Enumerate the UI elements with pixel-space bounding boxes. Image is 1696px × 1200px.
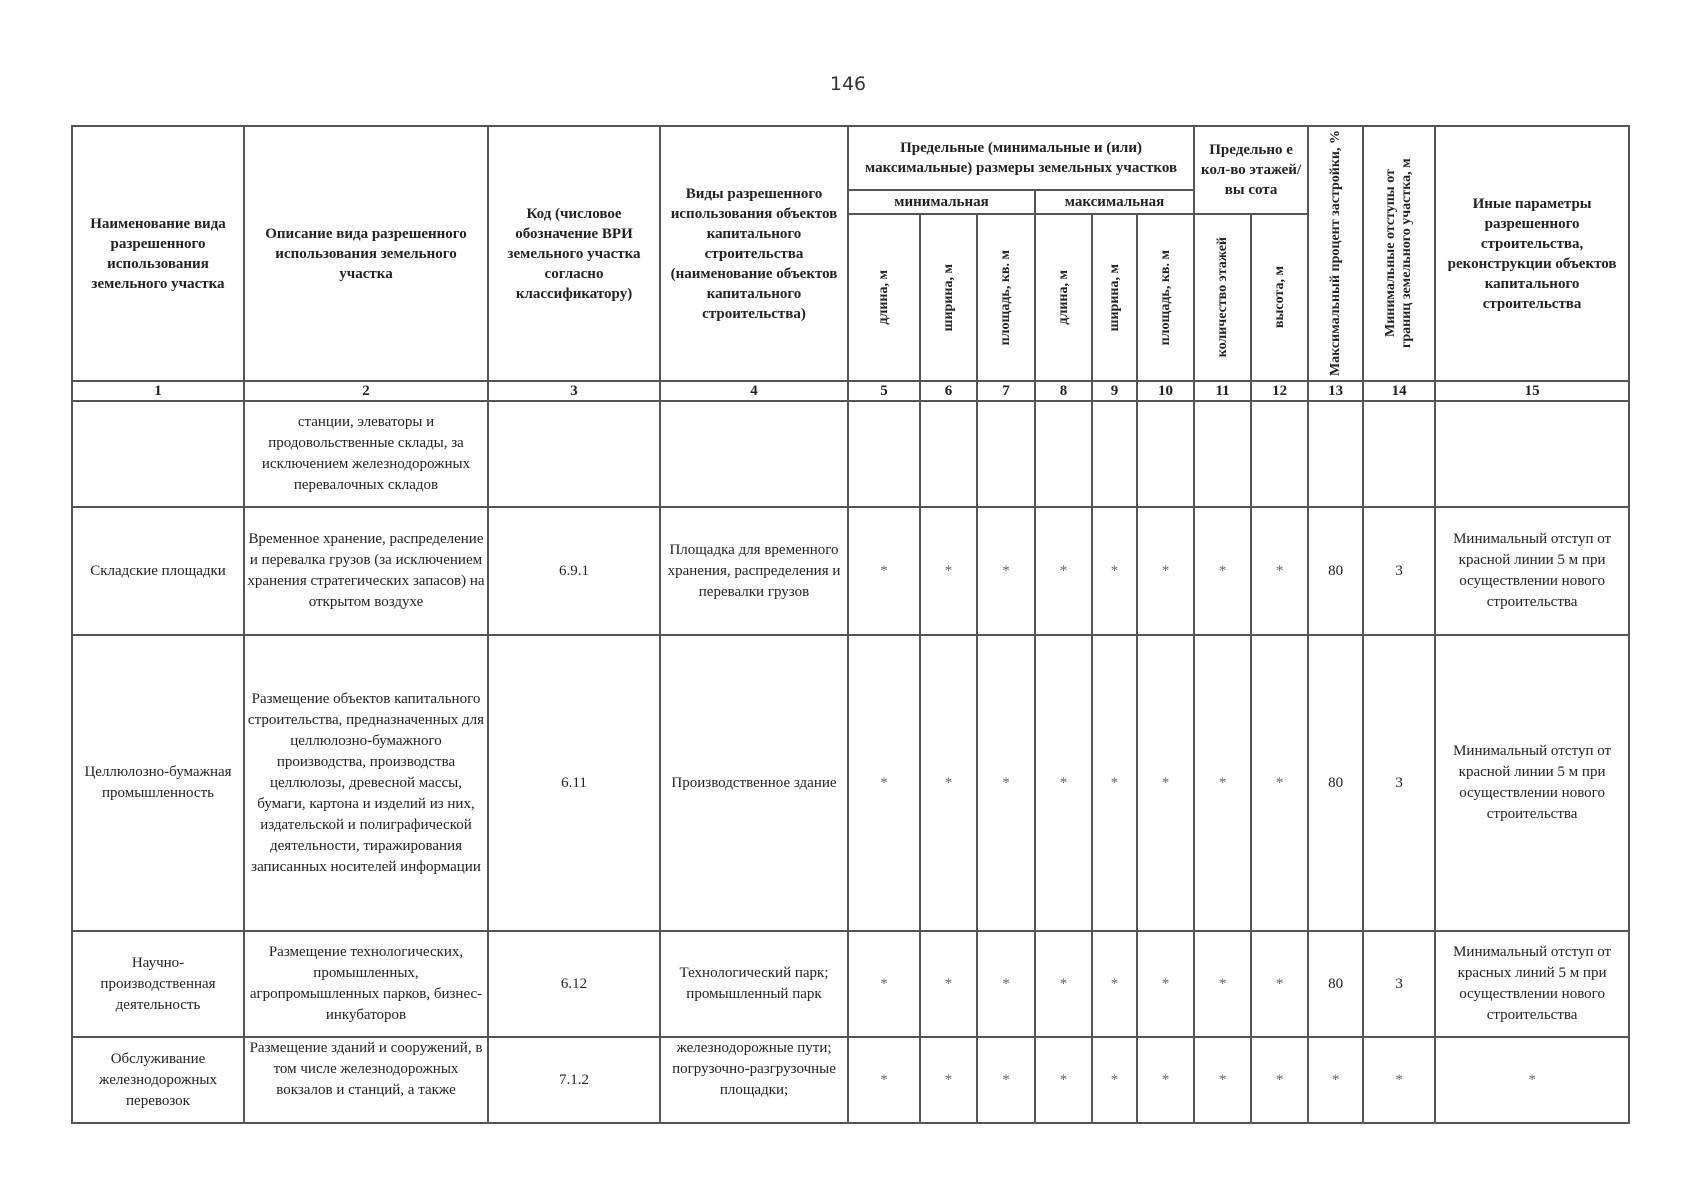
row-oks: Производственное здание <box>660 635 848 931</box>
row-code: 6.9.1 <box>488 507 660 635</box>
row-c6: * <box>920 635 977 931</box>
header-other: Иные параметры разрешенного строительства, реконструкции объектов капитального строительства <box>1435 126 1629 381</box>
column-number: 7 <box>977 381 1035 401</box>
row-c12: * <box>1251 931 1308 1037</box>
header-description: Описание вида разрешенного использования земельного участка <box>244 126 488 381</box>
row-name: Научно-производственная деятельность <box>72 931 244 1037</box>
table-row <box>72 931 1629 1037</box>
column-number: 13 <box>1308 381 1363 401</box>
row-other: * <box>1435 1037 1629 1123</box>
column-number: 3 <box>488 381 660 401</box>
header-max-group: максимальная <box>1035 190 1194 214</box>
row-c10 <box>1137 401 1194 507</box>
header-c8: длина, м <box>1035 214 1092 381</box>
column-number: 11 <box>1194 381 1251 401</box>
row-c8 <box>1035 401 1092 507</box>
column-number: 1 <box>72 381 244 401</box>
row-oks: железнодорожные пути; погрузочно-разгрузочные площадки; <box>660 1037 848 1123</box>
row-name: Целлюлозно-бумажная промышленность <box>72 635 244 931</box>
row-c14: * <box>1363 1037 1435 1123</box>
row-c5: * <box>848 635 920 931</box>
row-c13: * <box>1308 1037 1363 1123</box>
row-oks <box>660 401 848 507</box>
row-c12: * <box>1251 507 1308 635</box>
header-c14: Минимальные отступы от границ земельного участка, м <box>1363 126 1435 381</box>
row-c12: * <box>1251 635 1308 931</box>
row-code: 7.1.2 <box>488 1037 660 1123</box>
row-c14: 3 <box>1363 507 1435 635</box>
row-other <box>1435 401 1629 507</box>
row-c6: * <box>920 1037 977 1123</box>
row-description: Временное хранение, распределение и перевалка грузов (за исключением хранения стратегических запасов) на открытом воздухе <box>244 507 488 635</box>
header-sizes-group: Предельные (минимальные и (или) максимальные) размеры земельных участков <box>848 126 1194 190</box>
row-description: станции, элеваторы и продовольственные склады, за исключением железнодорожных перевалочных складов <box>244 401 488 507</box>
row-name: Складские площадки <box>72 507 244 635</box>
row-c6: * <box>920 507 977 635</box>
row-code: 6.12 <box>488 931 660 1037</box>
row-c7: * <box>977 507 1035 635</box>
row-c7: * <box>977 1037 1035 1123</box>
row-c8: * <box>1035 635 1092 931</box>
row-c9: * <box>1092 1037 1137 1123</box>
row-c7: * <box>977 931 1035 1037</box>
row-name <box>72 401 244 507</box>
row-c11: * <box>1194 507 1251 635</box>
row-oks: Технологический парк; промышленный парк <box>660 931 848 1037</box>
row-c9 <box>1092 401 1137 507</box>
row-c5 <box>848 401 920 507</box>
row-c13: 80 <box>1308 931 1363 1037</box>
row-other: Минимальный отступ от красных линий 5 м при осуществлении нового строительства <box>1435 931 1629 1037</box>
header-c11: количество этажей <box>1194 214 1251 381</box>
header-c6: ширина, м <box>920 214 977 381</box>
row-c10: * <box>1137 635 1194 931</box>
row-c9: * <box>1092 931 1137 1037</box>
header-min-group: минимальная <box>848 190 1035 214</box>
row-c7: * <box>977 635 1035 931</box>
header-c13: Максимальный процент застройки, % <box>1308 126 1363 381</box>
row-c8: * <box>1035 931 1092 1037</box>
header-oks: Виды разрешенного использования объектов капитального строительства (наименование объектов капитального строительства) <box>660 126 848 381</box>
page-number: 146 <box>829 73 867 95</box>
row-c9: * <box>1092 635 1137 931</box>
column-number: 2 <box>244 381 488 401</box>
row-other: Минимальный отступ от красной линии 5 м при осуществлении нового строительства <box>1435 635 1629 931</box>
row-oks: Площадка для временного хранения, распределения и перевалки грузов <box>660 507 848 635</box>
row-c9: * <box>1092 507 1137 635</box>
row-c5: * <box>848 1037 920 1123</box>
row-c7 <box>977 401 1035 507</box>
row-c11: * <box>1194 635 1251 931</box>
column-number: 4 <box>660 381 848 401</box>
column-number: 10 <box>1137 381 1194 401</box>
row-c13: 80 <box>1308 507 1363 635</box>
header-floors-group: Предельно е кол-во этажей/вы сота <box>1194 126 1308 214</box>
header-code: Код (числовое обозначение ВРИ земельного участка согласно классификатору) <box>488 126 660 381</box>
row-c5: * <box>848 931 920 1037</box>
table-row <box>72 635 1629 931</box>
header-c10: площадь, кв. м <box>1137 214 1194 381</box>
column-number: 5 <box>848 381 920 401</box>
column-number: 15 <box>1435 381 1629 401</box>
table-row <box>72 507 1629 635</box>
column-number-row <box>72 381 1629 401</box>
header-c12: высота, м <box>1251 214 1308 381</box>
row-other: Минимальный отступ от красной линии 5 м при осуществлении нового строительства <box>1435 507 1629 635</box>
row-c11: * <box>1194 1037 1251 1123</box>
row-c12 <box>1251 401 1308 507</box>
row-c14: 3 <box>1363 635 1435 931</box>
row-c8: * <box>1035 1037 1092 1123</box>
row-c11: * <box>1194 931 1251 1037</box>
row-c14: 3 <box>1363 931 1435 1037</box>
header-c5: длина, м <box>848 214 920 381</box>
column-number: 14 <box>1363 381 1435 401</box>
row-c13 <box>1308 401 1363 507</box>
row-name: Обслуживание железнодорожных перевозок <box>72 1037 244 1123</box>
column-number: 12 <box>1251 381 1308 401</box>
row-c10: * <box>1137 931 1194 1037</box>
table-row <box>72 1037 1629 1123</box>
row-c10: * <box>1137 1037 1194 1123</box>
regulations-table <box>71 125 1630 1124</box>
row-code: 6.11 <box>488 635 660 931</box>
row-description: Размещение объектов капитального строительства, предназначенных для целлюлозно-бумажного производства, производства целлюлозы, древесной массы, бумаги, картона и изделий из них, издательской и полиграфической деятельности, тиражирования записанных носителей информации <box>244 635 488 931</box>
row-c5: * <box>848 507 920 635</box>
header-c9: ширина, м <box>1092 214 1137 381</box>
row-c6: * <box>920 931 977 1037</box>
column-number: 8 <box>1035 381 1092 401</box>
row-c12: * <box>1251 1037 1308 1123</box>
row-c13: 80 <box>1308 635 1363 931</box>
row-c14 <box>1363 401 1435 507</box>
row-c11 <box>1194 401 1251 507</box>
column-number: 6 <box>920 381 977 401</box>
row-description: Размещение зданий и сооружений, в том числе железнодорожных вокзалов и станций, а также <box>244 1037 488 1123</box>
table-row <box>72 401 1629 507</box>
row-c10: * <box>1137 507 1194 635</box>
row-code <box>488 401 660 507</box>
header-c7: площадь, кв. м <box>977 214 1035 381</box>
column-number: 9 <box>1092 381 1137 401</box>
header-name: Наименование вида разрешенного использования земельного участка <box>72 126 244 381</box>
row-c8: * <box>1035 507 1092 635</box>
row-c6 <box>920 401 977 507</box>
row-description: Размещение технологических, промышленных, агропромышленных парков, бизнес-инкубаторов <box>244 931 488 1037</box>
